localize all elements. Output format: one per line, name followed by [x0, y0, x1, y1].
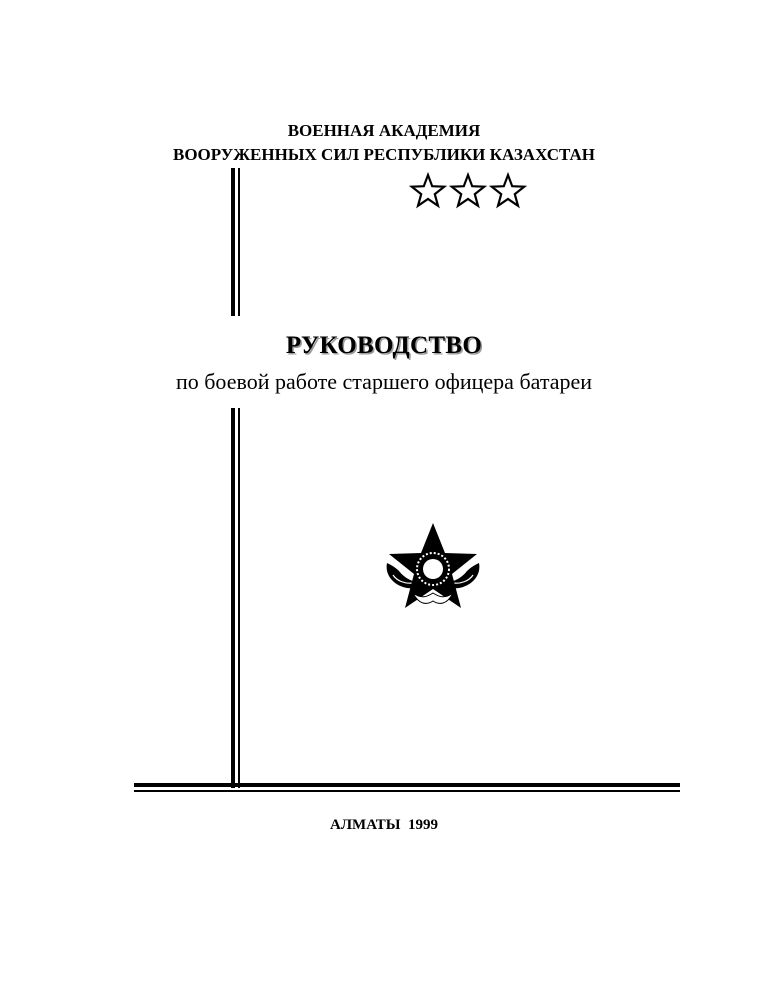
emblem-icon [383, 521, 483, 613]
star-icon [412, 175, 444, 206]
document-title: РУКОВОДСТВО [285, 332, 483, 359]
institution-line-2: ВООРУЖЕННЫХ СИЛ РЕСПУБЛИКИ КАЗАХСТАН [173, 145, 595, 164]
vertical-rule-upper-thin [238, 168, 240, 316]
emblem-sun [423, 559, 443, 579]
horizontal-rule-thick [134, 783, 680, 787]
stars-decoration [409, 171, 527, 211]
institution-name [0, 119, 768, 167]
document-subtitle: по боевой работе старшего офицера батареи [175, 369, 593, 394]
vertical-rule-upper-thick [231, 168, 235, 316]
star-icon [492, 175, 524, 206]
horizontal-rule-thin [134, 790, 680, 792]
star-icon [452, 175, 484, 206]
publication-place-year: АЛМАТЫ 1999 [330, 817, 438, 833]
vertical-rule-lower-thick [231, 408, 235, 788]
vertical-rule-lower-thin [238, 408, 240, 788]
institution-line-1: ВОЕННАЯ АКАДЕМИЯ [287, 121, 481, 140]
